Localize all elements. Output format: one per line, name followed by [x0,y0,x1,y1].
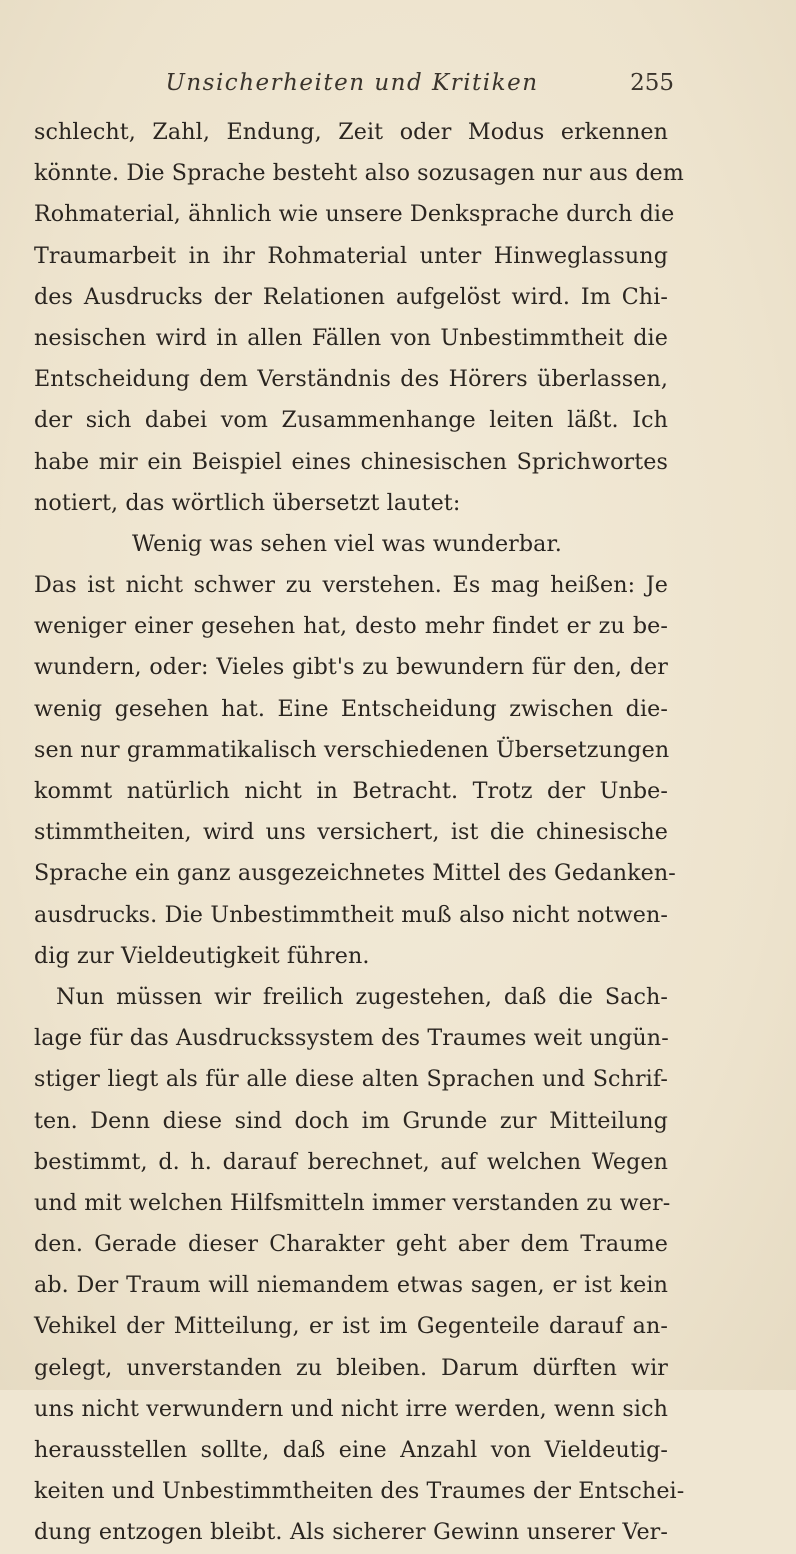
text-line: ten. Denn diese sind doch im Grunde zur Mitteilung [34,1107,668,1134]
text-line: könnte. Die Sprache besteht also sozusagen nur aus dem [34,160,684,187]
text-line: keiten und Unbestimmtheiten des Traumes der Entschei- [34,1478,685,1505]
text-line: nesischen wird in allen Fällen von Unbestimmtheit die [34,324,668,351]
text-line: ausdrucks. Die Unbestimmtheit muß also nicht notwen- [34,901,668,928]
text-line: sen nur grammatikalisch verschiedenen Übersetzungen [34,736,670,763]
text-line: wenig gesehen hat. Eine Entscheidung zwischen die- [34,695,668,722]
text-line: habe mir ein Beispiel eines chinesischen Sprichwortes [34,448,668,475]
text-line: gelegt, unverstanden zu bleiben. Darum dürften wir [34,1354,668,1381]
text-line: Entscheidung dem Verständnis des Hörers überlassen, [34,366,668,393]
text-line: stimmtheiten, wird uns versichert, ist die chinesische [34,819,668,846]
running-head [34,70,674,110]
text-line: notiert, das wörtlich übersetzt lautet: [34,489,461,516]
text-line: und mit welchen Hilfsmitteln immer verstanden zu wer- [34,1189,671,1216]
text-line: dung entzogen bleibt. Als sicherer Gewinn unserer Ver- [34,1519,668,1546]
page-number: 255 [630,70,674,96]
text-line: Vehikel der Mitteilung, er ist im Gegenteile darauf an- [34,1313,668,1340]
text-line: kommt natürlich nicht in Betracht. Trotz der Unbe- [34,778,668,804]
text-line: schlecht, Zahl, Endung, Zeit oder Modus erkennen [34,119,668,145]
paragraph-start-line: Nun müssen wir freilich zugestehen, daß die Sach- [56,983,668,1010]
text-line: herausstellen sollte, daß eine Anzahl von Vieldeutig- [34,1437,668,1463]
text-line: des Ausdrucks der Relationen aufgelöst wird. Im Chi- [34,283,668,310]
text-line: der sich dabei vom Zusammenhange leiten läßt. Ich [34,407,668,434]
text-line: dig zur Vieldeutigkeit führen. [34,942,370,969]
text-line: Sprache ein ganz ausgezeichnetes Mittel des Gedanken- [34,860,676,887]
text-line: wundern, oder: Vieles gibt's zu bewundern für den, der [34,654,668,681]
running-head-title: Unsicherheiten und Kritiken [165,70,539,96]
text-line: den. Gerade dieser Charakter geht aber dem Traume [34,1231,668,1258]
text-line: bestimmt, d. h. darauf berechnet, auf welchen Wegen [34,1148,668,1175]
text-line: lage für das Ausdruckssystem des Traumes weit ungün- [34,1025,669,1052]
proverb-quote: Wenig was sehen viel was wunderbar. [132,530,562,557]
text-line: uns nicht verwundern und nicht irre werden, wenn sich [34,1395,668,1422]
text-line: Das ist nicht schwer zu verstehen. Es mag heißen: Je [34,572,668,599]
body-text [34,112,685,1554]
text-line: Traumarbeit in ihr Rohmaterial unter Hinweglassung [34,242,668,269]
text-line: ab. Der Traum will niemandem etwas sagen, er ist kein [34,1272,668,1299]
text-line: Rohmaterial, ähnlich wie unsere Denksprache durch die [34,201,675,228]
text-line: stiger liegt als für alle diese alten Sprachen und Schrif- [34,1066,668,1093]
text-line: weniger einer gesehen hat, desto mehr findet er zu be- [34,613,668,640]
